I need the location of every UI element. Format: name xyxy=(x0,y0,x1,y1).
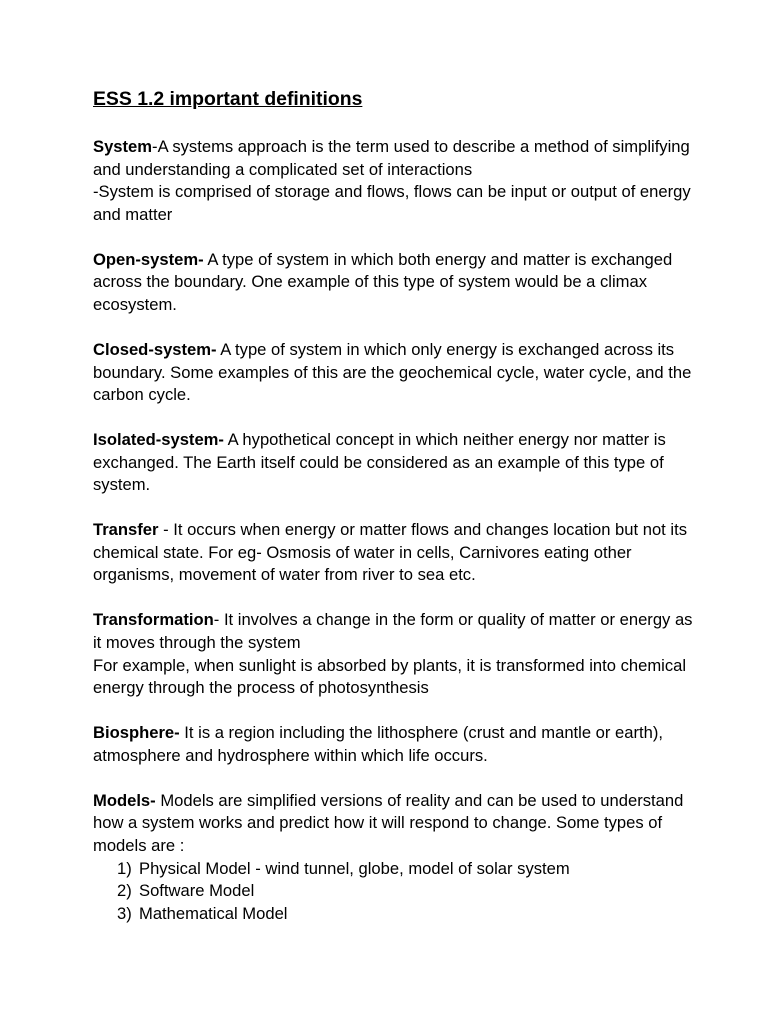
definition-open-system xyxy=(93,249,693,317)
definition-text: A systems approach is the term used to describe a method of simplifying and understanding a complicated set of interactions xyxy=(93,137,690,179)
definition-system xyxy=(93,136,693,226)
definition-biosphere xyxy=(93,722,693,767)
definition-text: It occurs when energy or matter flows and changes location but not its chemical state. For eg- Osmosis of water in cells, Carnivores eating other organisms, movement of water from river to sea etc. xyxy=(93,520,687,585)
definition-paragraph xyxy=(93,249,693,317)
definition-text: It involves a change in the form or quality of matter or energy as it moves through the system xyxy=(93,610,693,653)
list-number: 2) xyxy=(117,881,132,901)
term-separator: - xyxy=(213,610,224,630)
list-number: 1) xyxy=(117,858,132,878)
definition-term: Open-system- xyxy=(93,249,204,269)
model-types-list xyxy=(93,858,693,926)
definition-term: Transformation xyxy=(93,610,214,630)
definition-text: A type of system in which only energy is exchanged across its boundary. Some examples of this are the geochemical cycle, water cycle, and the carbon cycle. xyxy=(93,339,692,405)
definition-term: Biosphere- xyxy=(93,723,180,743)
definition-isolated-system xyxy=(93,429,693,497)
definition-text: A hypothetical concept in which neither energy nor matter is exchanged. The Earth itself could be considered as an example of this type of system. xyxy=(93,430,666,495)
definition-transfer xyxy=(93,519,693,587)
list-text: Mathematical Model xyxy=(139,903,288,923)
document-page xyxy=(93,86,693,948)
definition-term: Transfer xyxy=(93,520,159,540)
page-title: ESS 1.2 important definitions xyxy=(93,88,363,110)
list-item xyxy=(93,903,693,926)
definition-paragraph xyxy=(93,609,693,654)
definition-transformation xyxy=(93,609,693,699)
definition-closed-system xyxy=(93,339,693,407)
definition-term: Models- xyxy=(93,790,156,810)
definition-term: System xyxy=(93,137,153,156)
definition-paragraph: -System is comprised of storage and flows, flows can be input or output of energy and matter xyxy=(93,182,691,224)
definition-paragraph xyxy=(93,790,693,858)
definition-models xyxy=(93,790,693,926)
list-text: Software Model xyxy=(139,881,255,901)
definition-paragraph: For example, when sunlight is absorbed by plants, it is transformed into chemical energy through the process of photosynthesis xyxy=(93,655,687,698)
definition-paragraph xyxy=(93,136,693,181)
list-number: 3) xyxy=(117,903,132,923)
definition-text: Models are simplified versions of reality and can be used to understand how a system works and predict how it will respond to change. Some types of models are : xyxy=(93,790,684,855)
definition-paragraph xyxy=(93,429,693,497)
definition-paragraph xyxy=(93,722,693,767)
definition-paragraph xyxy=(93,519,693,587)
definition-term: Closed-system- xyxy=(93,339,217,359)
term-separator: - xyxy=(158,520,174,540)
definition-term: Isolated-system- xyxy=(93,430,224,450)
definition-paragraph xyxy=(93,339,693,407)
definition-text: It is a region including the lithosphere (crust and mantle or earth), atmosphere and hydrosphere within which life occurs. xyxy=(93,723,664,765)
list-text: Physical Model - wind tunnel, globe, model of solar system xyxy=(139,858,570,878)
list-item xyxy=(93,858,693,881)
definition-text: A type of system in which both energy and matter is exchanged across the boundary. One example of this type of system would be a climax ecosystem. xyxy=(93,249,673,314)
list-item xyxy=(93,880,693,903)
term-separator: - xyxy=(152,137,158,156)
